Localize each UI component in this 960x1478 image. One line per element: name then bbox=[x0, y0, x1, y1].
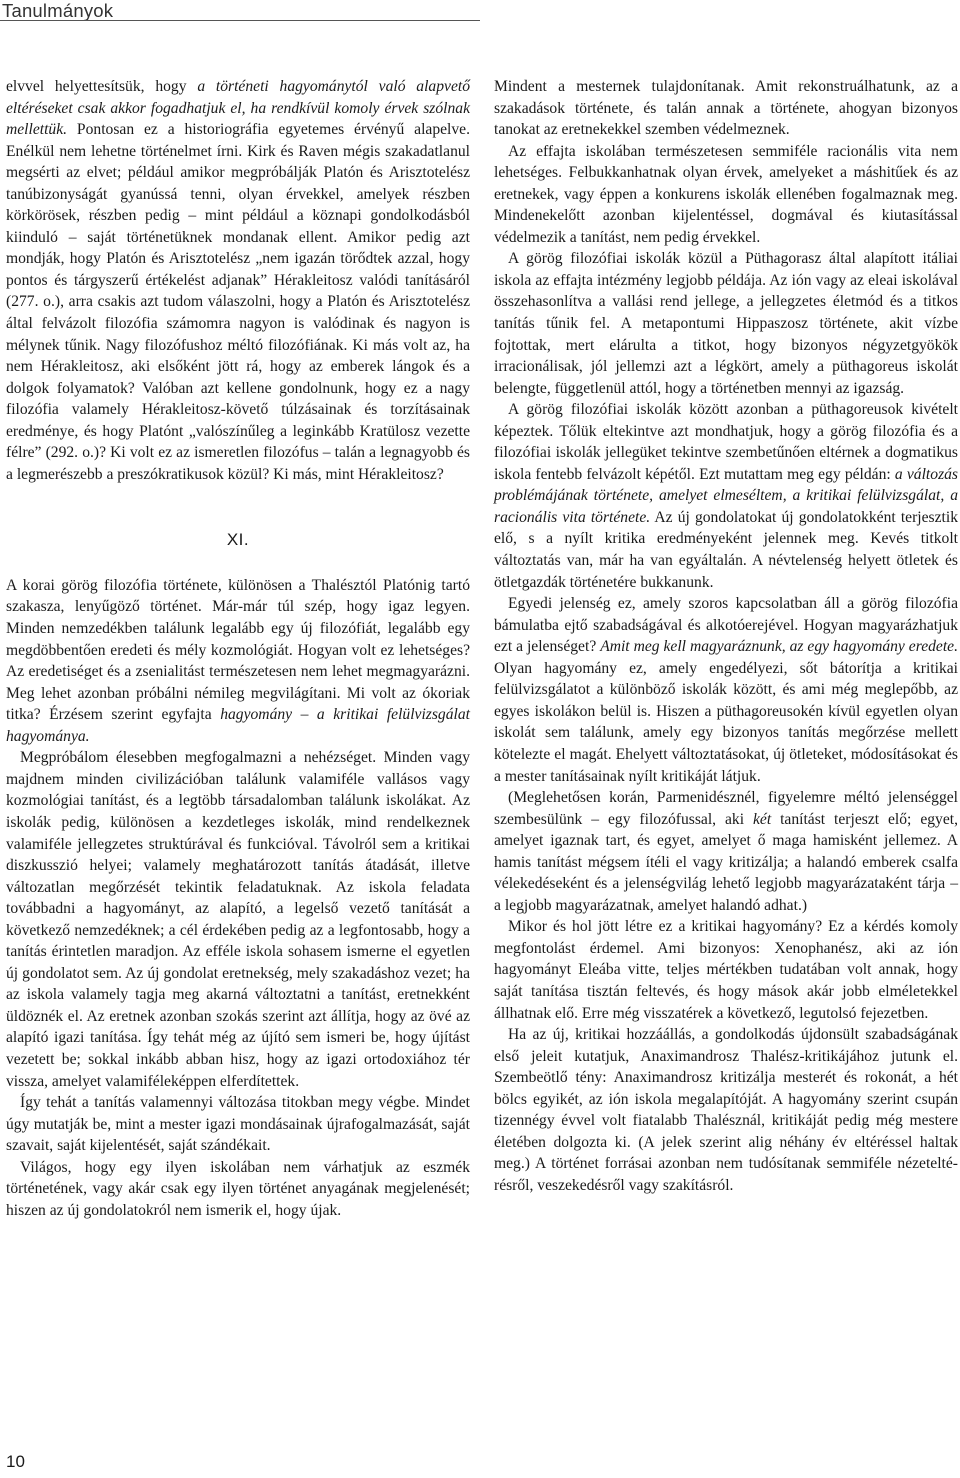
paragraph: Így tehát a tanítás valamennyi változása titokban megy végbe. Mindet úgy mutatják be, mint a mester igazi mondásainak újrafogalmazását, saját szavait, saját kijelentését, saját szándékait. bbox=[6, 1094, 470, 1155]
italic-text: hagyomány – a kritikai felülvizsgálat hagyománya. bbox=[6, 706, 470, 745]
text-run: Olyan hagyomány ez, amely engedélyezi, sőt bátorítja a kritikai felülvizsgálatot a különböző iskolák között, és ami még meglepőbb, az egyes iskolákon belül is. Hiszen a püthagoreusokén kívül egyetlen olyan iskolát sem találunk, amely egy bizonyos tanítás megőrzése mellett kötelezte el magát. Ehelyett változtatásokat, új ötleteket, módosításokat és a mester tanításainak nyílt kritikáját látjuk. bbox=[494, 659, 958, 785]
page-number: 10 bbox=[6, 1452, 25, 1471]
paragraph bbox=[494, 787, 958, 916]
paragraph bbox=[6, 575, 470, 747]
text-run: A görög filozófiai iskolák között azonban a püthagoreusok kivételt képeztek. Tőlük eltekintve azt mondhatjuk, hogy a görög filozófia és a filozófiai iskolák jellegüket tekintve szembetűnően eltérnek a dogmatikus iskola fentebb felvázolt képétől. Ezt mutattam meg egy példán: bbox=[494, 401, 958, 483]
italic-text: a történeti hagyománytól való alapvető eltéréseket csak akkor fogadhatjuk el, ha rendkívül komoly érvek szólnak mellettük. bbox=[6, 78, 470, 139]
section-title: Tanulmányok bbox=[2, 0, 114, 21]
header-rule bbox=[0, 20, 480, 21]
text-run: elvvel helyettesítsük, hogy bbox=[6, 78, 198, 95]
italic-text: két bbox=[752, 810, 772, 828]
text-run: Pontosan ez a historiográfia egyetemes érvényű alapelve. Enélkül nem lehetne történelmet írni. Kirk és Raven mégis szakadatlanul megsérti az elvet; például amikor megpróbálják Platón és Arisztotelész tanúbizonyságát gyanússá tenni, olyan érvekkel, amelyek részben körkörösek, részben pedig – mint például a köznapi gondolkodásból kiinduló – saját történetüknek mondanak ellent. Amikor pedig azt mondják, hogy Platón és Arisztotelész „nem igazán törődtek azzal, hogy pontos és tárgyszerű értékelést adjanak” Hérakleitosz valódi tanításáról (277. o.), arra csakis azt tudom válaszolni, hogy a Platón és Arisztotelész által felvázolt filozófia számomra nagyon is valódinak és nagyon is mélynek tűnik. Nagy filozófushoz méltó filozófiának. Ki más volt az, ha nem Hérakleitosz, aki elsőként jött rá, hogy az emberek lángok és a dolgok folyamatok? Valóban azt kellene gondolnunk, hogy ez a nagy filozófia valamely Hérakleitosz-követő túlzásainak és torzításainak eredménye, és hogy Platónt „valószínűleg a leginkább Kratülosz vezette félre” (292. o.)? Ki volt ez az ismeretlen filozófus – talán a legnagyobb és a legmerészebb a preszókratikusok közül? Ki más, mint Hérakleitosz? bbox=[6, 121, 470, 483]
italic-text: a változás problémájának története, amelyet elmeséltem, a kritikai felülvizsgálat, a racionális vita története. bbox=[494, 465, 958, 526]
section-number: XI. bbox=[226, 530, 250, 550]
paragraph bbox=[6, 76, 470, 485]
paragraph: Világos, hogy egy ilyen iskolában nem várhatjuk az eszmék történetének, vagy akár csak egy ilyen történet anyagának megjelenését; hiszen az új gondolatokról nem ismerik el, hogy újak. bbox=[6, 1158, 470, 1219]
left-column bbox=[6, 76, 470, 1221]
text-run: A korai görög filozófia története, különösen a Thalésztól Platónig tartó szakasza, lenyűgöző történet. Már-már túl szép, hogy igaz legyen. Minden nemzedékben találunk legalább egy új filozófiát, legalább egy megdöbbentően eredeti és mély kozmológiát. Hogyan volt ez lehetséges? Az eredetiséget és a zsenialitást természetesen nem lehet megmagyarázni. Meg lehet azonban próbálni némileg megvilágítani. Mi volt az ókoriak titka? Érzésem szerint egyfajta bbox=[6, 576, 470, 724]
paragraph: Mikor és hol jött létre ez a kritikai hagyomány? Ez a kérdés komoly megfontolást érdemel. Ami bizonyos: Xenophanész, aki az ión hagyományt Eleába vitte, teljes mértékben tudatában volt annak, hogy saját tanítása tisztán feltevés, és hogy mások akár jobb elméletekkel állhatnak elő. Erre még visszatérek a következő, legutolsó fejezetben. bbox=[494, 918, 958, 1022]
paragraph: Megpróbálom élesebben megfogalmazni a nehézséget. Minden vagy majdnem minden civilizációban találunk valamiféle vallásos vagy kozmológiai tanítást, és a legtöbb társadalomban találunk iskolákat. Az iskolák pedig, különösen a kezdetleges iskolák, mind rendelkeznek valamiféle jellegzetes struktúrával és funkcióval. Távolról sem a kritikai diszkusszió helyei; valamely meghatározott tanítás átadását, illetve változatlan megőrzését tekintik feladatuknak. Az iskola feladata továbbadni a hagyományt, az alapító, a legelső vezető tanítását a következő nemzedéknek; a cél érdekében pedig az a legfontosabb, hogy a tanítás érintetlen maradjon. Az efféle iskola sohasem ismerne el egyetlen új gondolatot sem. Az új gondolat eretnekség, mely szakadáshoz vezet; ha az iskola valamely tagja meg akarná változtatni a tanítást, eretnekként üldöznék el. Az eretnek azonban szokás szerint azt állítja, hogy az övé az alapító igazi tanítása. Így tehát még az újító sem ismeri be, hogy újítást vezetett be; sokkal inkább abban hisz, hogy az igazi ortodoxiához tér vissza, amelyet valamiféleképpen elferdítettek. bbox=[6, 749, 470, 1090]
text-run: Egyedi jelenség ez, amely szoros kapcsolatban áll a görög filozófia bámulatba ejtő szabadságával és alkotóerejével. Hogyan magyarázhatjuk ezt a jelenséget? bbox=[494, 595, 958, 656]
paragraph bbox=[494, 399, 958, 593]
paragraph: A görög filozófiai iskolák közül a Püthagorasz által alapított itáliai iskola az effajta intézmény legjobb példája. Az ión vagy az eleai iskolával összehasonlítva a vallási rend jellege, a jellegzetes életmód és a titkos tanítás tűnik fel. A metapontumi Hippaszosz története, akit vízbe fojtottak, mert elárulta a titkot, hogy bizonyos négyzetgyökök irracionálisak, jól jellemzi azt a légkört, amely a püthagoreus iskolát belengte, függetlenül attól, hogy a történetben mennyi az igazság. bbox=[494, 250, 958, 397]
right-column bbox=[494, 76, 958, 1196]
paragraph: Mindent a mesternek tulajdonítanak. Amit rekonstruálhatunk, az a szakadások története, és talán annak a története, ahogyan bizonyos tanokat az eretnekekkel szemben védelmeznek. bbox=[494, 78, 958, 139]
paragraph: Az effajta iskolában természetesen semmiféle racionális vita nem lehetséges. Felbukkanhatnak olyan érvek, amelyeket a máshitűek és az eretnekek, vagy éppen a konkurens iskolák ellenében fogalmaznak meg. Mindenekelőtt azonban kijelentéssel, dogmával és kiutasítással védelmezik a tanítást, nem pedig érvekkel. bbox=[494, 142, 958, 246]
italic-text: Amit meg kell magyaráznunk, az egy hagyomány eredete. bbox=[600, 638, 958, 656]
paragraph bbox=[494, 593, 958, 787]
text-run: Az új gondolatokat új gondolatokként terjesztik elő, s a nyílt kritika eredményeként jelennek meg. Kevés titkolt változtatás van, már ha van egyáltalán. A névtelenség helyett ötletek és ötletgazdák történetére bukkanunk. bbox=[494, 508, 958, 591]
paragraph: Ha az új, kritikai hozzáállás, a gondolkodás újdonsült szabadságának első jeleit kutatjuk, Anaximandrosz Thalész-kritikájához jutunk el. Szembeötlő tény: Anaximandrosz kritizálja mesterét és rokonát, a hét bölcs egyikét, az ión iskola megalapítóját. A hagyomány szerint csupán tizennégy évvel volt fiatalabb Thalésznál, kritikáját pedig még mestere életében dolgozta ki. (A jelek szerint alig néhány év eltéréssel haltak meg.) A történet forrásai azonban nem tudósítanak semmiféle nézeteltérésről, veszekedésről vagy szakításról. bbox=[494, 1026, 958, 1194]
text-run: (Meglehetősen korán, Parmenidésznél, figyelemre méltó jelenséggel szembesülünk – egy filozófussal, aki bbox=[494, 789, 958, 828]
running-header bbox=[0, 0, 480, 22]
text-run: tanítást terjeszt elő; egyet, amelyet igaznak tart, és egyet, amelyet ő maga hamisként jellemez. A hamis tanítást mégsem ítéli el vagy kritizálja; a halandó emberek csalfa vélekedéseként és a jelenségvilág lehető legjobb magyarázataként tárja – a legjobb magyarázatnak, amelyet halandó adhat.) bbox=[494, 810, 958, 914]
